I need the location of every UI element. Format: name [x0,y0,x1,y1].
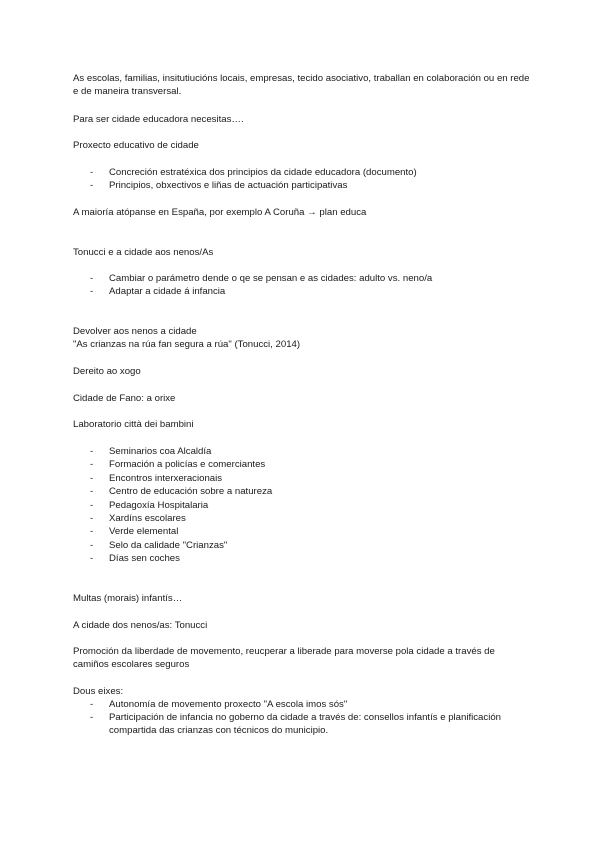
list-item: - Encontros interxeracionais [73,472,533,485]
list-item: - Centro de educación sobre a natureza [73,485,533,498]
list-item: - Verde elemental [73,525,533,538]
list-item: - Días sen coches [73,552,533,565]
dous-eixes-heading: Dous eixes: [73,686,124,697]
laboratorio-heading: Laboratorio città dei bambini [73,419,194,430]
eixes-list [73,698,533,737]
maioria-paragraph: A maioría atópanse en España, por exemplo A Coruña → plan educa [73,207,367,218]
tonucci-list [73,272,533,299]
intro-paragraph: As escolas, familias, insitutiucións locais, empresas, tecido asociativo, traballan en colaboración ou en rede e de maneira transversal. [73,73,530,97]
list-item: - Formación a policías e comerciantes [73,458,533,471]
promocion-paragraph: Promoción da liberdade de movemento, reucperar a liberade para moverse pola cidade a través de camiños escolares seguros [73,646,495,670]
list-item: - Adaptar a cidade á infancia [73,285,533,298]
proxecto-list [73,166,533,193]
list-item: - Concreción estratéxica dos principios da cidade educadora (documento) [73,166,533,179]
multas-paragraph: Multas (morais) infantís… [73,593,183,604]
cidade-nenos-paragraph: A cidade dos nenos/as: Tonucci [73,620,208,631]
quote-paragraph: "As crianzas na rúa fan segura a rúa" (Tonucci, 2014) [73,339,301,350]
list-item: - Principios, obxectivos e liñas de actuación participativas [73,179,533,192]
list-item: - Autonomía de movemento proxecto "A escola imos sós" [73,698,533,711]
list-item: - Pedagoxía Hospitalaria [73,499,533,512]
list-item: - Participación de infancia no goberno da cidade a través de: consellos infantís e planificación compartida das crianzas con técnicos do municipio. [73,711,533,737]
list-item: - Xardíns escolares [73,512,533,525]
laboratorio-list [73,445,533,566]
dereito-paragraph: Dereito ao xogo [73,366,141,377]
list-item: - Cambiar o parámetro dende o qe se pensan e as cidades: adulto vs. neno/a [73,272,533,285]
devolver-paragraph: Devolver aos nenos a cidade [73,326,197,337]
tonucci-heading: Tonucci e a cidade aos nenos/As [73,247,214,258]
list-item: - Selo da calidade "Crianzas" [73,539,533,552]
fano-paragraph: Cidade de Fano: a orixe [73,393,176,404]
proxecto-heading: Proxecto educativo de cidade [73,140,199,151]
para-ser-paragraph: Para ser cidade educadora necesitas…. [73,114,244,125]
list-item: - Seminarios coa Alcaldía [73,445,533,458]
